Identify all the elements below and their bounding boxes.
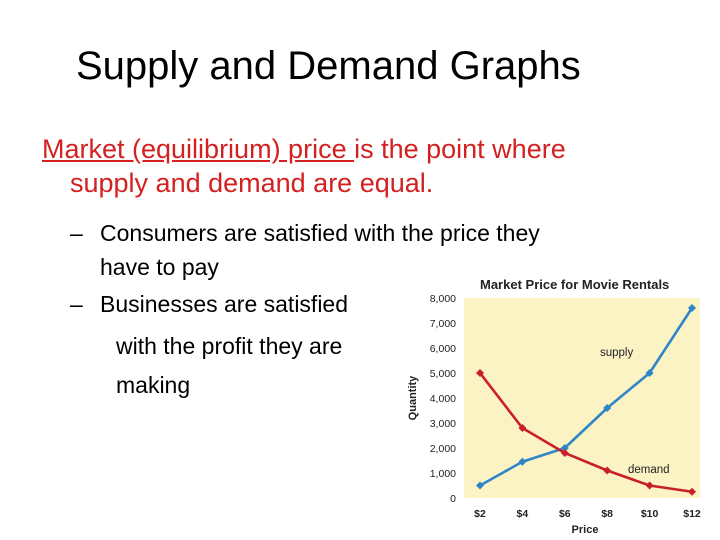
y-tick-label: 8,000 <box>429 293 456 305</box>
bullet-consumers-line1: Consumers are satisfied with the price they <box>100 220 540 246</box>
y-tick-label: 1,000 <box>429 468 456 480</box>
bullet-businesses-line2: with the profit they are <box>116 333 343 359</box>
definition-paragraph <box>42 132 682 200</box>
y-tick-label: 0 <box>450 493 456 505</box>
bullet-marker: – <box>70 220 83 246</box>
bullet-consumers <box>70 218 540 248</box>
bullet-businesses <box>70 289 348 319</box>
x-tick-label: $12 <box>683 508 701 520</box>
y-tick-label: 6,000 <box>429 343 456 355</box>
bullet-businesses-cont <box>116 331 342 361</box>
bullet-businesses-line3: making <box>116 372 191 398</box>
bullet-businesses-line1: Businesses are satisfied <box>100 291 349 317</box>
definition-text-line1: is the point where <box>354 134 566 164</box>
y-tick-label: 4,000 <box>429 393 456 405</box>
slide-title: Supply and Demand Graphs <box>76 44 581 88</box>
x-tick-label: $8 <box>601 508 614 520</box>
bullet-consumers-cont <box>100 252 219 282</box>
x-tick-label: $10 <box>640 508 659 520</box>
chart-title: Market Price for Movie Rentals <box>480 277 670 292</box>
demand-series-label: demand <box>628 464 670 476</box>
supply-series-label: supply <box>600 347 634 359</box>
definition-term: Market (equilibrium) price <box>42 134 355 164</box>
y-axis-label: Quantity <box>407 375 419 421</box>
y-tick-label: 2,000 <box>429 443 456 455</box>
x-tick-label: $2 <box>474 508 486 520</box>
y-tick-label: 5,000 <box>429 368 456 380</box>
definition-text-line2: supply and demand are equal. <box>70 168 434 198</box>
bullet-marker: – <box>70 291 83 317</box>
market-price-chart <box>400 270 710 538</box>
x-tick-label: $4 <box>516 508 529 520</box>
bullet-consumers-line2: have to pay <box>100 254 219 280</box>
y-tick-label: 7,000 <box>429 318 456 330</box>
y-tick-label: 3,000 <box>429 418 456 430</box>
x-axis-label: Price <box>571 524 599 536</box>
bullet-businesses-cont2 <box>116 370 190 400</box>
x-tick-label: $6 <box>558 508 571 520</box>
